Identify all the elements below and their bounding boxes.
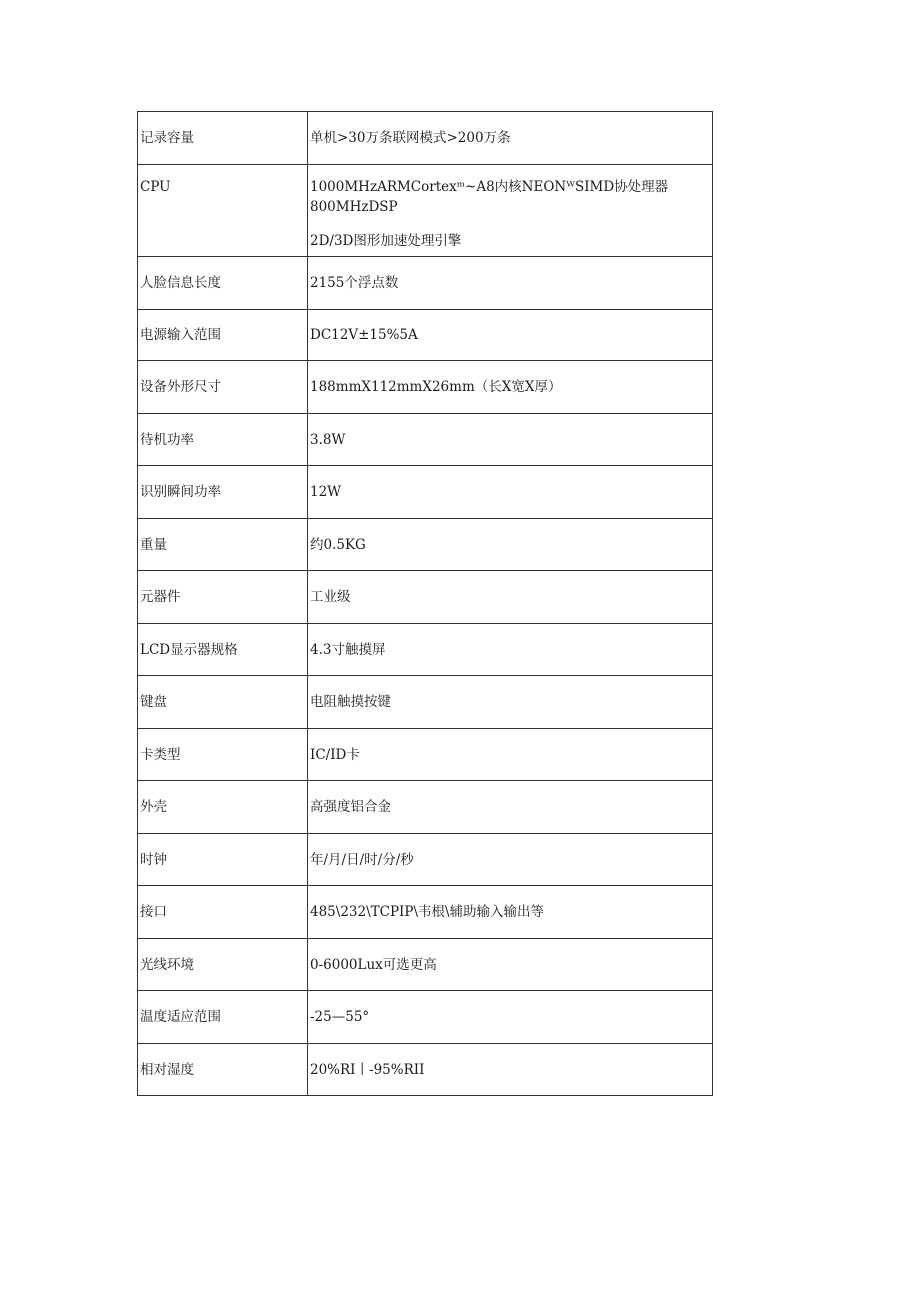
- spec-label: 待机功率: [138, 414, 308, 466]
- spec-value: 0-6000Lux可选更高: [308, 939, 713, 991]
- table-row: [138, 781, 713, 834]
- table-row: [138, 886, 713, 939]
- spec-label: 光线环境: [138, 939, 308, 991]
- spec-value: 12W: [308, 466, 713, 519]
- table-row: [138, 165, 713, 257]
- table-row: [138, 414, 713, 466]
- spec-value: 单机>30万条联网模式>200万条: [308, 112, 713, 165]
- spec-label: 设备外形尺寸: [138, 361, 308, 414]
- spec-label: 卡类型: [138, 729, 308, 781]
- table-row: [138, 571, 713, 624]
- spec-label: 电源输入范围: [138, 310, 308, 361]
- spec-value: IC/ID卡: [308, 729, 713, 781]
- table-row: [138, 310, 713, 361]
- table-row: [138, 257, 713, 310]
- spec-label: 识别瞬间功率: [138, 466, 308, 519]
- spec-label: 键盘: [138, 676, 308, 729]
- table-row: [138, 676, 713, 729]
- spec-label: 记录容量: [138, 112, 308, 165]
- spec-value: 年/月/日/时/分/秒: [308, 834, 713, 886]
- spec-label: CPU: [138, 165, 308, 257]
- table-row: [138, 1044, 713, 1096]
- spec-value: [308, 165, 713, 257]
- spec-value: DC12V±15%5A: [308, 310, 713, 361]
- spec-label: 人脸信息长度: [138, 257, 308, 310]
- spec-value: 3.8W: [308, 414, 713, 466]
- table-row: [138, 834, 713, 886]
- spec-value: 20%RI丨-95%RII: [308, 1044, 713, 1096]
- spec-label: LCD显示器规格: [138, 624, 308, 676]
- table-row: [138, 112, 713, 165]
- spec-label: 温度适应范围: [138, 991, 308, 1044]
- spec-value: 高强度铝合金: [308, 781, 713, 834]
- cpu-value-line2: 2D/3D图形加速处理引擎: [310, 233, 462, 249]
- spec-value: 188mmX112mmX26mm（长X宽X厚）: [308, 361, 713, 414]
- table-row: [138, 991, 713, 1044]
- table-row: [138, 519, 713, 571]
- spec-value: 工业级: [308, 571, 713, 624]
- spec-value: 485\232\TCPIP\韦根\辅助输入输出等: [308, 886, 713, 939]
- spec-label: 重量: [138, 519, 308, 571]
- spec-value: -25—55°: [308, 991, 713, 1044]
- spec-table: [137, 111, 713, 1096]
- spec-value: 2155个浮点数: [308, 257, 713, 310]
- cpu-value-line1: 1000MHzARMCortexᵐ~A8内核NEONᵂSIMD协处理器800MHzDSP: [310, 179, 669, 215]
- spec-label: 外壳: [138, 781, 308, 834]
- table-row: [138, 939, 713, 991]
- spec-value: 约0.5KG: [308, 519, 713, 571]
- spec-label: 时钟: [138, 834, 308, 886]
- table-row: [138, 624, 713, 676]
- spec-label: 相对湿度: [138, 1044, 308, 1096]
- table-row: [138, 729, 713, 781]
- table-row: [138, 466, 713, 519]
- spec-label: 接口: [138, 886, 308, 939]
- spec-value: 4.3寸触摸屏: [308, 624, 713, 676]
- spec-value: 电阻触摸按键: [308, 676, 713, 729]
- table-row: [138, 361, 713, 414]
- spec-label: 元器件: [138, 571, 308, 624]
